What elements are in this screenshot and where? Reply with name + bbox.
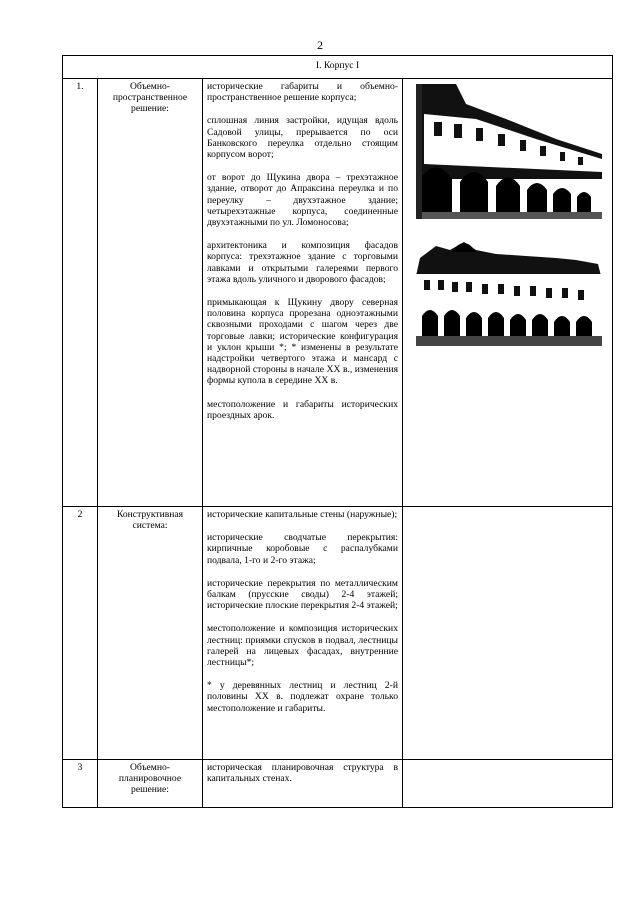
desc-paragraph: местоположение и габариты исторических проездных арок. [207,398,398,421]
facade-arcade-photo [416,84,602,219]
row-description [203,79,403,507]
row-empty-cell [403,760,613,808]
desc-paragraph: от ворот до Щукина двора – трехэтажное здание, отворот до Апраксина переулка и по переулку – двухэтажное здание; четырехэтажные корпуса, соединенные двухэтажными по ул. Ломоносова; [207,172,398,229]
desc-paragraph: архитектоника и композиция фасадов корпуса: трехэтажное здание с торговыми лавками и открытыми галереями первого этажа вдоль уличного и дворового фасадов; [207,240,398,285]
row-number: 1. [63,79,98,507]
building-roof-photo [416,236,602,346]
row-description [203,760,403,808]
desc-paragraph: историческая планировочная структура в капитальных стенах. [207,762,398,785]
desc-paragraph: примыкающая к Щукину двору северная половина корпуса прорезана одноэтажными сквозными проходами с шагом через две торговые лавки; исторические конфигурация и уклон крыши *; * изменены в результате надстройки четвертого этажа и мансард с надворной стороны в начале XX в., изменения формы купола в середине XX в. [207,297,398,387]
desc-paragraph: исторические перекрытия по металлическим балкам (прусские своды) 2-4 этажей; исторические плоские перекрытия 2-4 этажей; [207,577,398,612]
page-number: 2 [317,38,323,52]
table-row [63,760,613,808]
row-description [203,507,403,760]
desc-paragraph: исторические капитальные стены (наружные); [207,509,398,520]
row-name: Объемно-планировочное решение: [98,760,203,808]
table-header: I. Корпус I [63,56,613,79]
desc-paragraph: * у деревянных лестниц и лестниц 2-й половины XX в. подлежат охране только местоположение и габариты. [207,680,398,714]
row-empty-cell [403,507,613,760]
desc-paragraph: исторические габариты и объемно-пространственное решение корпуса; [207,81,398,104]
desc-paragraph: сплошная линия застройки, идущая вдоль Садовой улицы, прерывается по оси Банковского переулка отдельно стоящим корпусом ворот; [207,115,398,161]
row-number: 3 [63,760,98,808]
row-number: 2 [63,507,98,760]
row-name: Объемно-пространственное решение: [98,79,203,507]
table-row [63,507,613,760]
desc-paragraph: местоположение и композиция исторических лестниц: приямки спусков в подвал, лестницы галерей на лицевых фасадах, внутренние лестницы*; [207,623,398,669]
desc-paragraph: исторические сводчатые перекрытия: кирпичные коробовые с распалубками подвала, 1-го и 2-го этажа; [207,532,398,566]
row-name: Конструктивная система: [98,507,203,760]
